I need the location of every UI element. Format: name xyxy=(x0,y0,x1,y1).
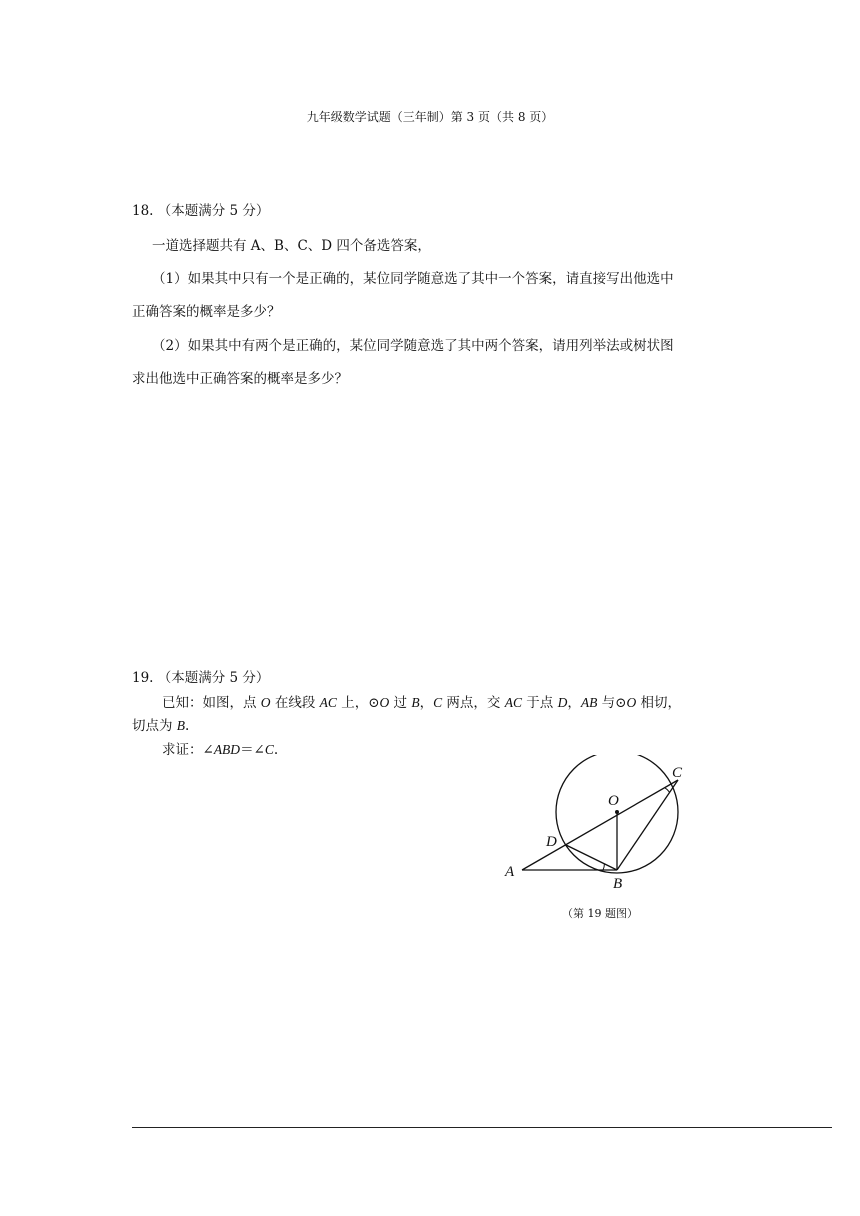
q19-statement-line2 xyxy=(132,719,189,734)
q19-statement-line1 xyxy=(162,696,681,711)
text: ， xyxy=(567,695,581,711)
label-d: D xyxy=(546,834,557,850)
text: 上，⊙ xyxy=(336,695,380,711)
point-b: B xyxy=(411,695,420,710)
text: ， xyxy=(419,695,434,711)
point-o: O xyxy=(260,695,271,710)
q19-prove-line xyxy=(162,743,278,758)
q18-intro: 一道选择题共有 A、B、C、D 四个备选答案， xyxy=(152,238,431,254)
point-c: C xyxy=(433,695,443,710)
bottom-rule xyxy=(132,1127,832,1128)
text: 与⊙ xyxy=(597,695,627,711)
q18-part1-line1: （1）如果其中只有一个是正确的，某位同学随意选了其中一个答案，请直接写出他选中 xyxy=(152,271,674,287)
circle-o: O xyxy=(626,695,637,710)
segment-ab: AB xyxy=(580,695,598,710)
q19-title: 19. （本题满分 5 分） xyxy=(132,670,270,686)
segment-bc-line xyxy=(617,780,678,870)
center-point-o xyxy=(615,810,619,814)
label-a: A xyxy=(505,864,515,880)
text: 在线段 xyxy=(270,695,320,711)
text: 已知：如图，点 xyxy=(162,695,261,711)
segment-ac: AC xyxy=(319,695,337,710)
q18-part2-line2: 求出他选中正确答案的概率是多少？ xyxy=(132,371,348,387)
text: 切点为 xyxy=(132,718,177,734)
circle-o: O xyxy=(379,695,390,710)
angle-abd: ABD xyxy=(213,742,241,757)
label-b: B xyxy=(613,876,623,890)
text: 求证：∠ xyxy=(162,742,214,758)
text: 于点 xyxy=(521,695,558,711)
segment-ac: AC xyxy=(504,695,522,710)
text: . xyxy=(273,742,279,758)
q18-part1-line2: 正确答案的概率是多少？ xyxy=(132,304,281,320)
label-c: C xyxy=(672,765,683,781)
point-b: B xyxy=(176,718,186,733)
angle-mark-c xyxy=(665,788,670,793)
q18-title: 18. （本题满分 5 分） xyxy=(132,203,270,219)
text: ＝∠ xyxy=(240,742,265,758)
q18-part2-line1: （2）如果其中有两个是正确的，某位同学随意选了其中两个答案，请用列举法或树状图 xyxy=(152,338,674,354)
angle-c: C xyxy=(264,742,274,757)
segment-bd-line xyxy=(566,845,617,870)
angle-mark-b xyxy=(603,864,604,870)
figure-caption: （第 19 题图） xyxy=(562,907,638,920)
segment-ac-line xyxy=(522,780,678,870)
text: 相切， xyxy=(636,695,681,711)
page-header: 九年级数学试题（三年制）第 3 页（共 8 页） xyxy=(306,110,554,124)
label-o: O xyxy=(608,793,619,809)
text: 过 xyxy=(389,695,412,711)
geometry-figure xyxy=(500,755,700,890)
text: 两点，交 xyxy=(442,695,505,711)
text: . xyxy=(185,718,190,734)
point-d: D xyxy=(557,695,568,710)
